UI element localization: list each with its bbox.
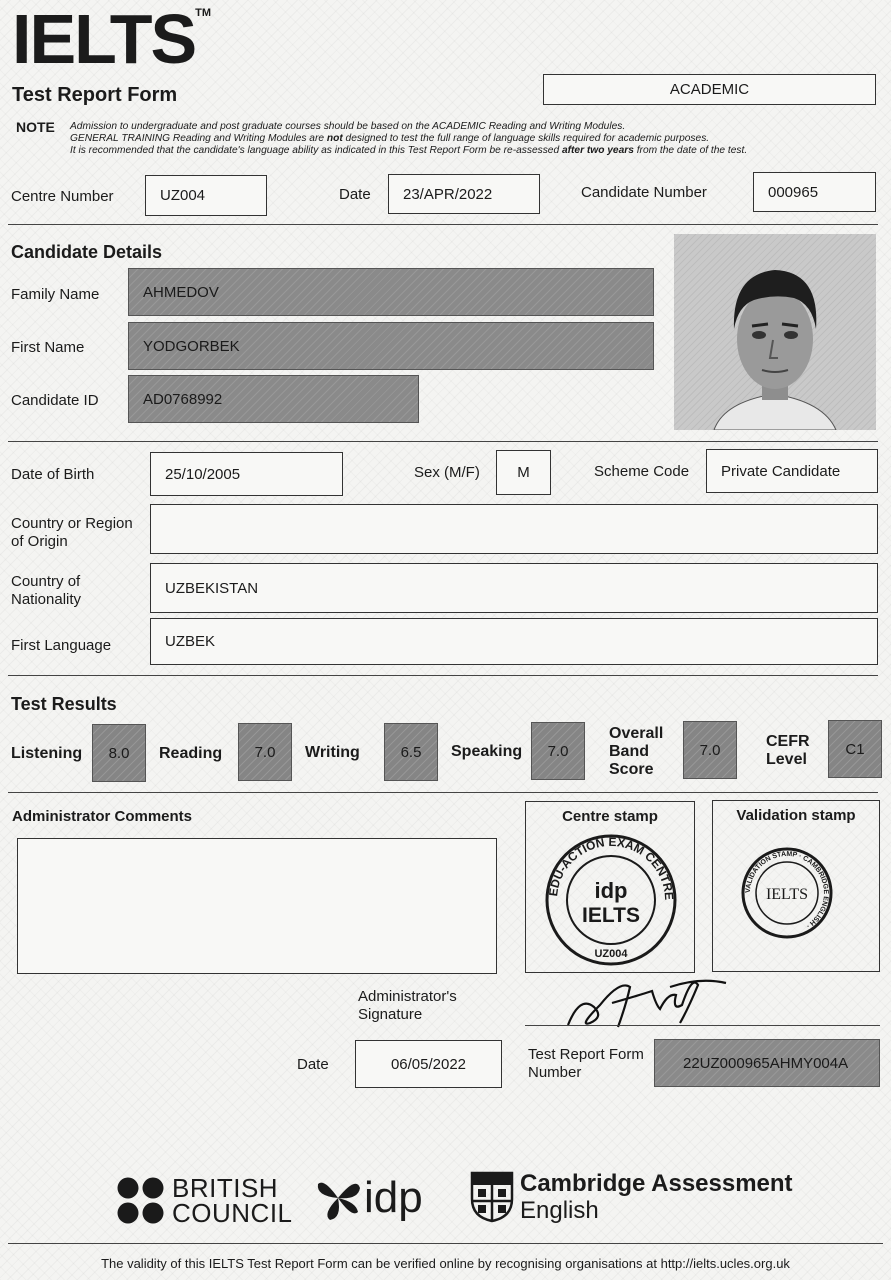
first-name-label: First Name — [11, 339, 85, 356]
british-council-dots-icon — [116, 1176, 166, 1226]
candidate-number-label: Candidate Number — [581, 184, 707, 201]
centre-stamp-seal — [541, 830, 681, 970]
origin-label: Country or Region of Origin — [11, 515, 133, 550]
admin-comments-label: Administrator Comments — [12, 808, 193, 825]
centre-number-field: UZ004 — [145, 175, 267, 216]
origin-field — [150, 504, 878, 554]
admin-date-label: Date — [297, 1056, 329, 1073]
svg-text:UZ004: UZ004 — [594, 948, 628, 960]
ielts-logo: IELTS™ — [12, 0, 212, 78]
divider — [8, 792, 878, 793]
cefr-level-label: CEFR Level — [766, 733, 810, 768]
svg-text:IELTS: IELTS — [582, 904, 640, 927]
svg-text:IELTS: IELTS — [765, 886, 809, 903]
signature-line — [525, 1025, 880, 1026]
sex-label: Sex (M/F) — [414, 464, 480, 481]
sex-field: M — [496, 450, 551, 495]
speaking-score: 7.0 — [531, 722, 585, 780]
form-title: Test Report Form — [12, 84, 178, 106]
test-date-label: Date — [339, 186, 371, 203]
note-label: NOTE — [16, 119, 55, 135]
listening-label: Listening — [11, 745, 83, 762]
note-text: Admission to undergraduate and post graduate courses should be based on the ACADEMIC Reading and Writing Modules. GENERAL TRAINING Reading and Writing Modules are not designed to test the full range of language skills required for academic purposes. It is recommended that the candidate's language ability as indicated in this Test Report Form be re-assessed after two years from the date of the test. — [70, 121, 748, 156]
idp-mark-icon — [316, 1174, 362, 1222]
svg-text:EDU-ACTION EXAM CENTRE: EDU-ACTION EXAM CENTRE — [546, 834, 677, 901]
reading-score: 7.0 — [238, 723, 292, 781]
portrait-image — [674, 234, 876, 430]
scheme-code-label: Scheme Code — [594, 463, 690, 480]
validity-statement: The validity of this IELTS Test Report Form can be verified online by recognising organisations at http://ielts.ucles.org.uk — [101, 1256, 790, 1271]
speaking-label: Speaking — [451, 743, 523, 760]
signature-label: Administrator's Signature — [358, 988, 457, 1023]
overall-band-label: Overall Band Score — [609, 725, 664, 778]
candidate-id-label: Candidate ID — [11, 392, 99, 409]
validation-stamp-box — [712, 800, 880, 972]
centre-stamp-label: Centre stamp — [562, 808, 658, 825]
listening-score: 8.0 — [92, 724, 146, 782]
validation-stamp-seal — [737, 843, 837, 943]
svg-text:VALIDATION STAMP · CAMBRIDGE E: VALIDATION STAMP · CAMBRIDGE ENGLISH · — [744, 850, 830, 930]
writing-score: 6.5 — [384, 723, 438, 781]
candidate-number-field: 000965 — [753, 172, 876, 212]
nationality-field: UZBEKISTAN — [150, 563, 878, 613]
admin-comments-field — [17, 838, 497, 974]
admin-date-field: 06/05/2022 — [355, 1040, 502, 1088]
centre-number-label: Centre Number — [11, 188, 114, 205]
svg-text:idp: idp — [594, 878, 628, 903]
british-council-logo: BRITISH COUNCIL — [116, 1176, 293, 1226]
candidate-photo — [674, 234, 876, 430]
family-name-label: Family Name — [11, 286, 100, 303]
idp-logo: idp — [316, 1174, 423, 1222]
reading-label: Reading — [159, 745, 223, 762]
overall-band-score: 7.0 — [683, 721, 737, 779]
first-language-label: First Language — [11, 637, 112, 654]
test-results-heading: Test Results — [11, 694, 117, 714]
writing-label: Writing — [305, 744, 360, 761]
footer-divider — [8, 1243, 883, 1244]
test-date-field: 23/APR/2022 — [388, 174, 540, 214]
scheme-code-field: Private Candidate — [706, 449, 878, 493]
dob-label: Date of Birth — [11, 466, 95, 483]
trf-number-field: 22UZ000965AHMY004A — [654, 1039, 880, 1087]
first-name-field: YODGORBEK — [128, 322, 654, 370]
divider — [8, 441, 878, 442]
cambridge-logo: Cambridge Assessment English — [470, 1170, 793, 1224]
candidate-id-field: AD0768992 — [128, 375, 419, 423]
cefr-level-score: C1 — [828, 720, 882, 778]
centre-stamp-box — [525, 801, 695, 973]
divider — [8, 675, 878, 676]
cambridge-shield-icon — [470, 1171, 514, 1223]
trf-number-label: Test Report Form Number — [528, 1046, 644, 1081]
family-name-field: AHMEDOV — [128, 268, 654, 316]
first-language-field: UZBEK — [150, 618, 878, 665]
nationality-label: Country of Nationality — [11, 573, 82, 608]
candidate-details-heading: Candidate Details — [11, 242, 163, 262]
module-box: ACADEMIC — [543, 74, 876, 105]
divider — [8, 224, 878, 225]
validation-stamp-label: Validation stamp — [736, 807, 856, 824]
dob-field: 25/10/2005 — [150, 452, 343, 496]
